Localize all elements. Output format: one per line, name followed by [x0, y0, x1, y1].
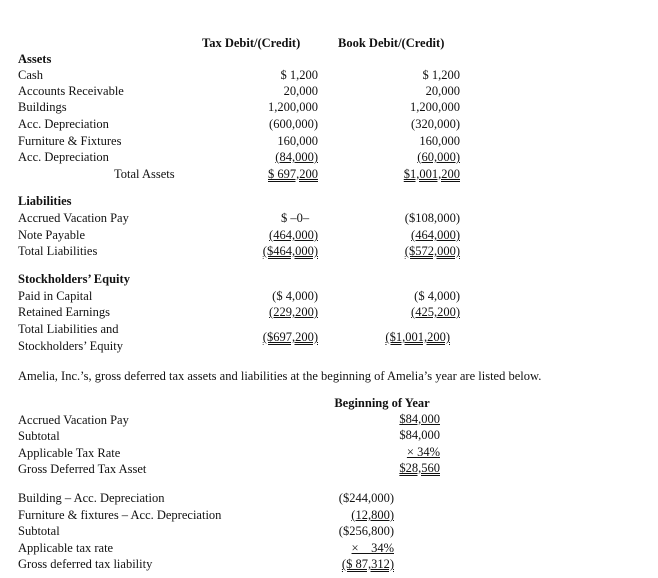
deferred-asset-value: × 34% — [406, 445, 440, 459]
deferred-asset-label: Gross Deferred Tax Asset — [18, 462, 147, 476]
asset-book-value: 20,000 — [425, 84, 460, 98]
asset-book-value: 160,000 — [419, 134, 460, 148]
total-assets-book: $1,001,200 — [403, 167, 460, 181]
liability-tax-value: $ –0– — [280, 211, 310, 225]
total-liabilities-tax: ($464,000) — [262, 244, 318, 258]
total-liab-equity-label-line1: Total Liabilities and — [18, 322, 119, 336]
book-column-header: Book Debit/(Credit) — [338, 36, 445, 50]
asset-label: Buildings — [18, 100, 67, 114]
deferred-asset-label: Applicable Tax Rate — [18, 446, 121, 460]
asset-tax-value: 160,000 — [277, 134, 318, 148]
deferred-liability-label: Applicable tax rate — [18, 541, 114, 555]
deferred-asset-value: $28,560 — [399, 461, 440, 475]
beginning-of-year-header: Beginning of Year — [334, 396, 430, 410]
asset-label: Acc. Depreciation — [18, 117, 109, 131]
asset-tax-value: (84,000) — [275, 150, 318, 164]
assets-heading: Assets — [18, 52, 52, 66]
deferred-asset-value: $84,000 — [399, 428, 440, 442]
deferred-asset-label: Accrued Vacation Pay — [18, 413, 129, 427]
liabilities-heading: Liabilities — [18, 194, 72, 208]
deferred-liability-label: Subtotal — [18, 524, 60, 538]
liability-tax-value: (464,000) — [269, 228, 318, 242]
liability-book-value: (464,000) — [411, 228, 460, 242]
tax-column-header: Tax Debit/(Credit) — [202, 36, 301, 50]
deferred-liability-label: Gross deferred tax liability — [18, 557, 153, 571]
total-assets-label: Total Assets — [114, 167, 175, 181]
equity-label: Paid in Capital — [18, 289, 93, 303]
asset-tax-value: 1,200,000 — [268, 100, 318, 114]
deferred-asset-label: Subtotal — [18, 429, 60, 443]
total-liab-equity-book: ($1,001,200) — [385, 330, 450, 344]
deferred-liability-value: ($256,800) — [338, 524, 394, 538]
asset-tax-value: (600,000) — [269, 117, 318, 131]
equity-tax-value: (229,200) — [269, 305, 318, 319]
equity-label: Retained Earnings — [18, 305, 110, 319]
deferred-liability-value: × 34% — [351, 541, 394, 555]
asset-book-value: 1,200,000 — [410, 100, 460, 114]
deferred-liability-value: (12,800) — [351, 508, 394, 522]
asset-book-value: (320,000) — [411, 117, 460, 131]
total-assets-tax: $ 697,200 — [268, 167, 318, 181]
total-liab-equity-label-line2: Stockholders’ Equity — [18, 339, 123, 353]
liability-book-value: ($108,000) — [404, 211, 460, 225]
liability-label: Note Payable — [18, 228, 85, 242]
asset-label: Furniture & Fixtures — [18, 134, 122, 148]
asset-label: Cash — [18, 68, 43, 82]
deferred-liability-label: Furniture & fixtures – Acc. Depreciation — [18, 508, 222, 522]
deferred-liability-value: ($ 87,312) — [341, 557, 394, 571]
total-liab-equity-tax: ($697,200) — [262, 330, 318, 344]
equity-tax-value: ($ 4,000) — [272, 289, 318, 303]
equity-book-value: ($ 4,000) — [414, 289, 460, 303]
deferred-liability-value: ($244,000) — [338, 491, 394, 505]
total-liabilities-label: Total Liabilities — [18, 244, 98, 258]
equity-book-value: (425,200) — [411, 305, 460, 319]
asset-tax-value: 20,000 — [283, 84, 318, 98]
total-liabilities-book: ($572,000) — [404, 244, 460, 258]
asset-tax-value: $ 1,200 — [280, 68, 318, 82]
asset-book-value: (60,000) — [417, 150, 460, 164]
equity-heading: Stockholders’ Equity — [18, 272, 130, 286]
asset-book-value: $ 1,200 — [422, 68, 460, 82]
intro-paragraph: Amelia, Inc.’s, gross deferred tax assets and liabilities at the beginning of Amelia’s year are listed below. — [18, 369, 542, 383]
deferred-liability-label: Building – Acc. Depreciation — [18, 491, 165, 505]
asset-label: Acc. Depreciation — [18, 150, 109, 164]
asset-label: Accounts Receivable — [18, 84, 124, 98]
liability-label: Accrued Vacation Pay — [18, 211, 129, 225]
deferred-asset-value: $84,000 — [399, 412, 440, 426]
